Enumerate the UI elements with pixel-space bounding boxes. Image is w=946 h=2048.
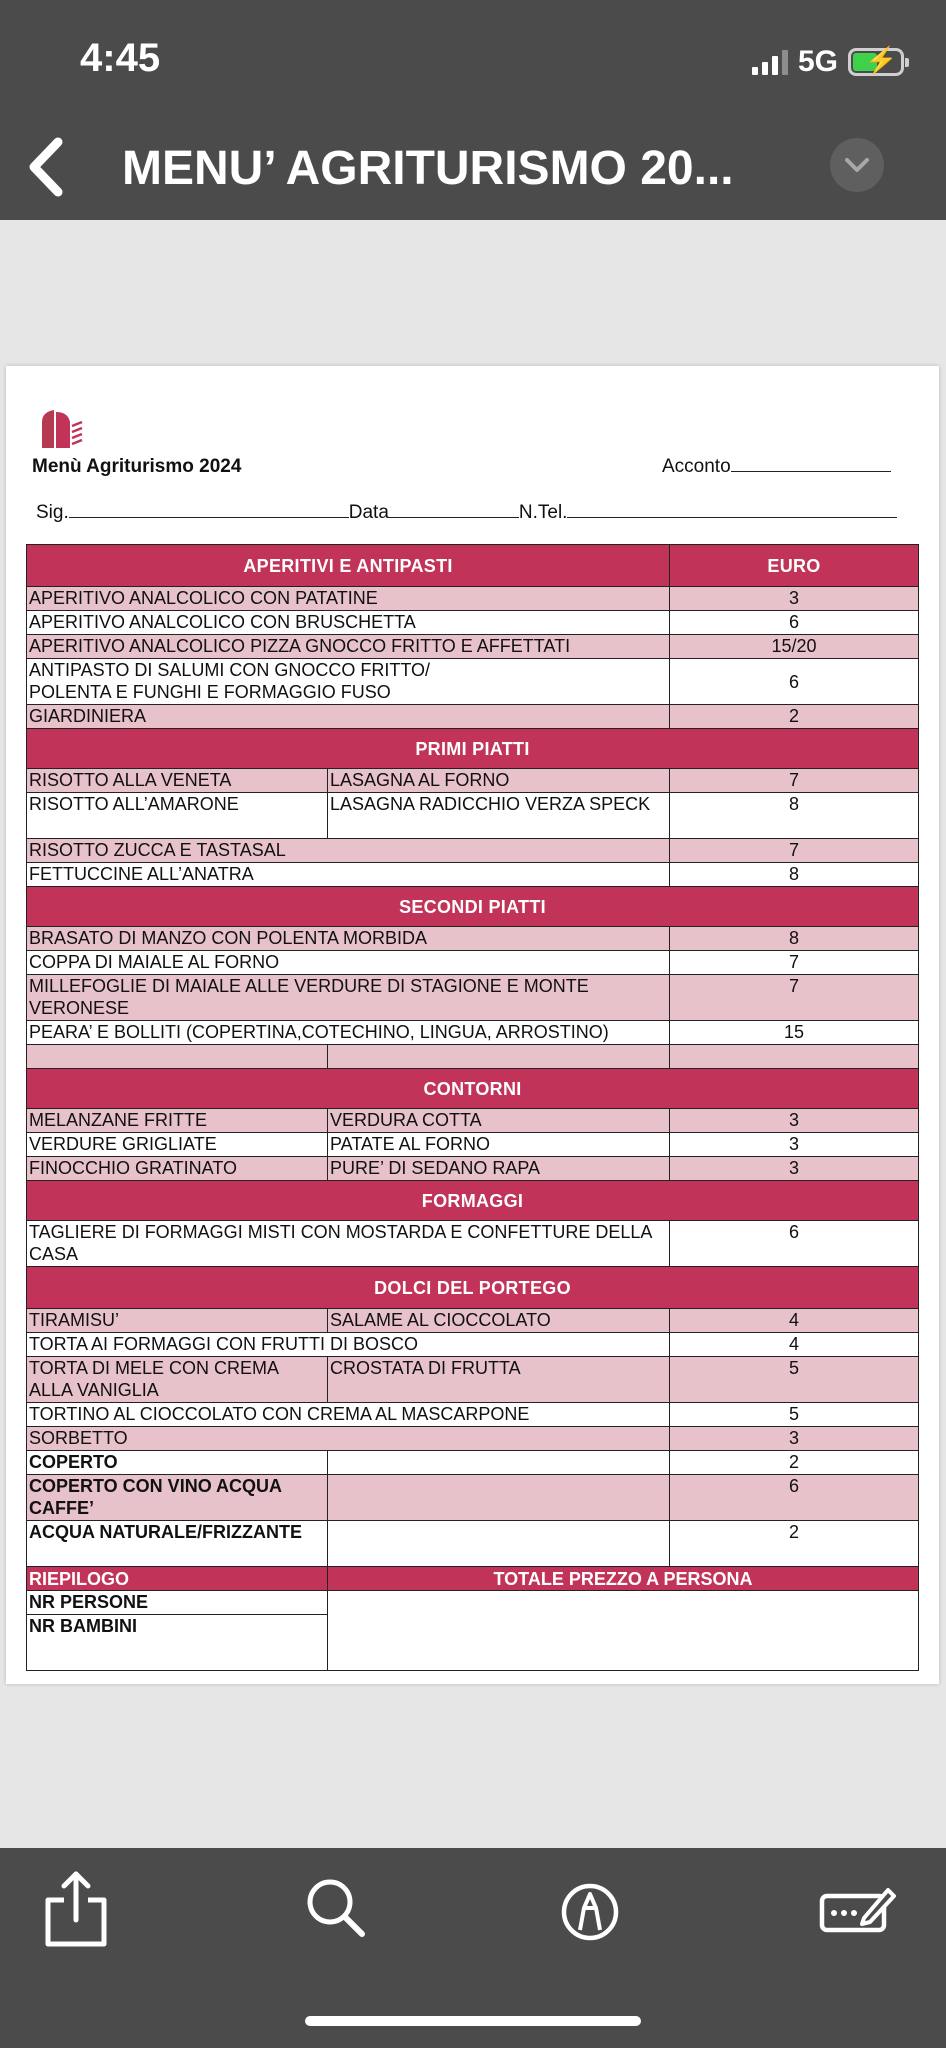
menu-item: SORBETTO	[27, 1427, 670, 1451]
empty-cell	[670, 1045, 919, 1069]
table-row	[27, 1451, 919, 1475]
menu-item: PEARA’ E BOLLITI (COPERTINA,COTECHINO, LINGUA, ARROSTINO)	[27, 1021, 670, 1045]
table-row	[27, 1021, 919, 1045]
menu-price: 5	[670, 1403, 919, 1427]
menu-price: 2	[670, 1521, 919, 1567]
table-row	[27, 1427, 919, 1451]
menu-price: 6	[670, 1221, 919, 1267]
table-row	[27, 839, 919, 863]
table-row	[27, 1403, 919, 1427]
logo-icon	[38, 408, 84, 450]
signature-icon[interactable]	[816, 1868, 896, 1948]
menu-item-line: ANTIPASTO DI SALUMI CON GNOCCO FRITTO/	[29, 660, 431, 680]
navigation-bar	[0, 118, 946, 220]
menu-item: TORTINO AL CIOCCOLATO CON CREMA AL MASCARPONE	[27, 1403, 670, 1427]
menu-price: 3	[670, 1427, 919, 1451]
menu-price: 6	[670, 611, 919, 635]
menu-price: 15	[670, 1021, 919, 1045]
table-row	[27, 1521, 919, 1567]
table-row	[27, 635, 919, 659]
menu-item: RISOTTO ZUCCA E TASTASAL	[27, 839, 670, 863]
menu-item: TIRAMISU’	[27, 1309, 328, 1333]
table-row	[27, 793, 919, 839]
section-header-row	[27, 1069, 919, 1109]
menu-price: 6	[670, 659, 919, 705]
menu-item: MELANZANE FRITTE	[27, 1109, 328, 1133]
riepilogo-header-row	[27, 1567, 919, 1591]
menu-price: 2	[670, 1451, 919, 1475]
menu-price: 7	[670, 839, 919, 863]
menu-item: APERITIVO ANALCOLICO CON PATATINE	[27, 587, 670, 611]
menu-item: RISOTTO ALLA VENETA	[27, 769, 328, 793]
table-row	[27, 927, 919, 951]
table-row	[27, 1133, 919, 1157]
extra-item: ACQUA NATURALE/FRIZZANTE	[27, 1521, 328, 1567]
section-header-row	[27, 1267, 919, 1309]
section-header: APERITIVI E ANTIPASTI	[27, 545, 670, 587]
table-row	[27, 1333, 919, 1357]
menu-item: TAGLIERE DI FORMAGGI MISTI CON MOSTARDA E CONFETTURE DELLA CASA	[27, 1221, 670, 1267]
menu-table	[26, 544, 919, 1671]
markup-icon[interactable]	[550, 1868, 630, 1948]
table-header-row	[27, 545, 919, 587]
sig-field[interactable]	[69, 502, 349, 518]
menu-item: PATATE AL FORNO	[328, 1133, 670, 1157]
empty-cell	[328, 1451, 670, 1475]
section-header-row	[27, 1181, 919, 1221]
status-right	[752, 42, 904, 82]
menu-price: 3	[670, 587, 919, 611]
table-row	[27, 659, 919, 705]
menu-item: LASAGNA AL FORNO	[328, 769, 670, 793]
menu-item: APERITIVO ANALCOLICO CON BRUSCHETTA	[27, 611, 670, 635]
table-row	[27, 769, 919, 793]
menu-price: 8	[670, 927, 919, 951]
section-header: PRIMI PIATTI	[27, 729, 919, 769]
menu-item: GIARDINIERA	[27, 705, 670, 729]
empty-cell	[328, 1045, 670, 1069]
table-row	[27, 1357, 919, 1403]
back-chevron-icon[interactable]	[20, 132, 80, 202]
document-title: MENU’ AGRITURISMO 20...	[122, 142, 734, 195]
home-indicator[interactable]	[305, 2016, 641, 2026]
menu-price: 15/20	[670, 635, 919, 659]
section-header: DOLCI DEL PORTEGO	[27, 1267, 919, 1309]
table-row	[27, 705, 919, 729]
extra-item: COPERTO	[27, 1451, 328, 1475]
menu-item: VERDURE GRIGLIATE	[27, 1133, 328, 1157]
section-header-row	[27, 887, 919, 927]
acconto-label: Acconto	[662, 456, 731, 477]
menu-item	[27, 659, 670, 705]
acconto-field[interactable]	[662, 456, 891, 478]
menu-item: COPPA DI MAIALE AL FORNO	[27, 951, 670, 975]
menu-title: Menù Agriturismo 2024	[32, 456, 242, 477]
status-time: 4:45	[80, 36, 161, 80]
data-label: Data	[348, 502, 389, 523]
battery-icon: ⚡	[848, 48, 904, 76]
empty-row	[27, 1045, 919, 1069]
section-header: SECONDI PIATTI	[27, 887, 919, 927]
sig-label: Sig.	[36, 502, 69, 523]
extra-item: COPERTO CON VINO ACQUA CAFFE’	[27, 1475, 328, 1521]
riepilogo-label: RIEPILOGO	[27, 1567, 328, 1591]
tel-label: N.Tel.	[518, 502, 568, 523]
table-row	[27, 1475, 919, 1521]
table-row	[27, 1157, 919, 1181]
menu-item: VERDURA COTTA	[328, 1109, 670, 1133]
chevron-down-icon[interactable]	[830, 138, 884, 192]
menu-price: 3	[670, 1157, 919, 1181]
table-row	[27, 1109, 919, 1133]
table-row	[27, 611, 919, 635]
table-row	[27, 975, 919, 1021]
menu-price: 4	[670, 1309, 919, 1333]
menu-price: 6	[670, 1475, 919, 1521]
menu-item: BRASATO DI MANZO CON POLENTA MORBIDA	[27, 927, 670, 951]
menu-item: RISOTTO ALL’AMARONE	[27, 793, 328, 839]
nr-bambini-label: NR BAMBINI	[27, 1615, 328, 1671]
menu-price: 4	[670, 1333, 919, 1357]
totale-field[interactable]	[328, 1591, 919, 1671]
menu-item: APERITIVO ANALCOLICO PIZZA GNOCCO FRITTO E AFFETTATI	[27, 635, 670, 659]
nr-persone-label: NR PERSONE	[27, 1591, 328, 1615]
menu-item: MILLEFOGLIE DI MAIALE ALLE VERDURE DI STAGIONE E MONTE VERONESE	[27, 975, 670, 1021]
menu-item: FETTUCCINE ALL’ANATRA	[27, 863, 670, 887]
menu-price: 3	[670, 1133, 919, 1157]
empty-cell	[328, 1475, 670, 1521]
menu-price: 7	[670, 951, 919, 975]
empty-cell	[27, 1045, 328, 1069]
tel-field[interactable]	[567, 502, 897, 518]
table-row	[27, 587, 919, 611]
menu-item: CROSTATA DI FRUTTA	[328, 1357, 670, 1403]
menu-item: FINOCCHIO GRATINATO	[27, 1157, 328, 1181]
table-row	[27, 1309, 919, 1333]
menu-price: 2	[670, 705, 919, 729]
empty-cell	[328, 1521, 670, 1567]
totale-label: TOTALE PREZZO A PERSONA	[328, 1567, 919, 1591]
menu-price: 3	[670, 1109, 919, 1133]
status-bar	[0, 0, 946, 118]
menu-item-line: POLENTA E FUNGHI E FORMAGGIO FUSO	[29, 682, 391, 702]
data-field[interactable]	[389, 502, 519, 518]
table-row	[27, 1591, 919, 1615]
section-header-row	[27, 729, 919, 769]
table-row	[27, 1221, 919, 1267]
section-header: FORMAGGI	[27, 1181, 919, 1221]
menu-price: 7	[670, 975, 919, 1021]
document-page[interactable]	[6, 366, 939, 1684]
menu-item: TORTA DI MELE CON CREMA ALLA VANIGLIA	[27, 1357, 328, 1403]
menu-item: PURE’ DI SEDANO RAPA	[328, 1157, 670, 1181]
customer-info-row	[36, 502, 897, 524]
section-header: CONTORNI	[27, 1069, 919, 1109]
menu-item: SALAME AL CIOCCOLATO	[328, 1309, 670, 1333]
search-icon[interactable]	[296, 1868, 376, 1948]
menu-price: 8	[670, 793, 919, 839]
share-icon[interactable]	[36, 1868, 116, 1948]
euro-header: EURO	[670, 545, 919, 587]
menu-item: TORTA AI FORMAGGI CON FRUTTI DI BOSCO	[27, 1333, 670, 1357]
menu-price: 5	[670, 1357, 919, 1403]
menu-price: 8	[670, 863, 919, 887]
table-row	[27, 951, 919, 975]
table-row	[27, 863, 919, 887]
network-label: 5G	[797, 45, 838, 78]
signal-icon	[752, 49, 788, 75]
menu-price: 7	[670, 769, 919, 793]
menu-item: LASAGNA RADICCHIO VERZA SPECK	[328, 793, 670, 839]
